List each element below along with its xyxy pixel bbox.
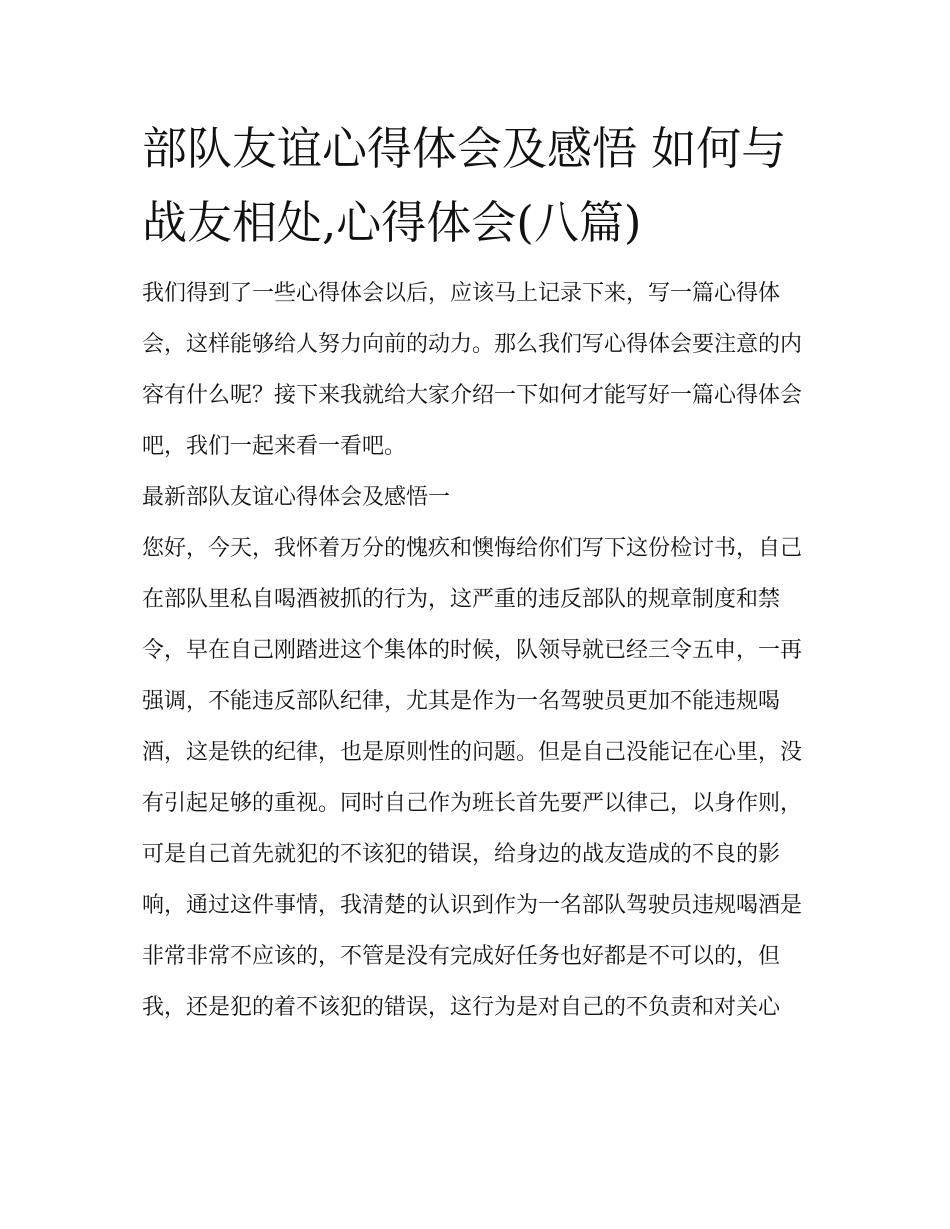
document-title: 部队友谊心得体会及感悟 如何与战友相处,心得体会(八篇): [142, 122, 787, 249]
intro-paragraph: 我们得到了一些心得体会以后，应该马上记录下来，写一篇心得体会，这样能够给人努力向前的动力。那么我们写心得体会要注意的内容有什么呢？接下来我就给大家介绍一下如何才能写好一篇心得体会吧，我们一起来看一看吧。: [142, 281, 803, 459]
document-content: [142, 112, 814, 1033]
body-paragraph: 您好，今天，我怀着万分的愧疚和懊悔给你们写下这份检讨书，自己在部队里私自喝酒被抓的行为，这严重的违反部队的规章制度和禁令，早在自己刚踏进这个集体的时候，队领导就已经三令五申，一再强调，不能违反部队纪律，尤其是作为一名驾驶员更加不能违规喝酒，这是铁的纪律，也是原则性的问题。但是自己没能记在心里，没有引起足够的重视。同时自己作为班长首先要严以律己，以身作则，可是自己首先就犯的不该犯的错误，给身边的战友造成的不良的影响，通过这件事情，我清楚的认识到作为一名部队驾驶员违规喝酒是非常非常不应该的，不管是没有完成好任务也好都是不可以的，但我，还是犯的着不该犯的错误，这行为是对自己的不负责和对关心: [142, 536, 803, 1020]
section-heading: 最新部队友谊心得体会及感悟一: [142, 485, 451, 510]
